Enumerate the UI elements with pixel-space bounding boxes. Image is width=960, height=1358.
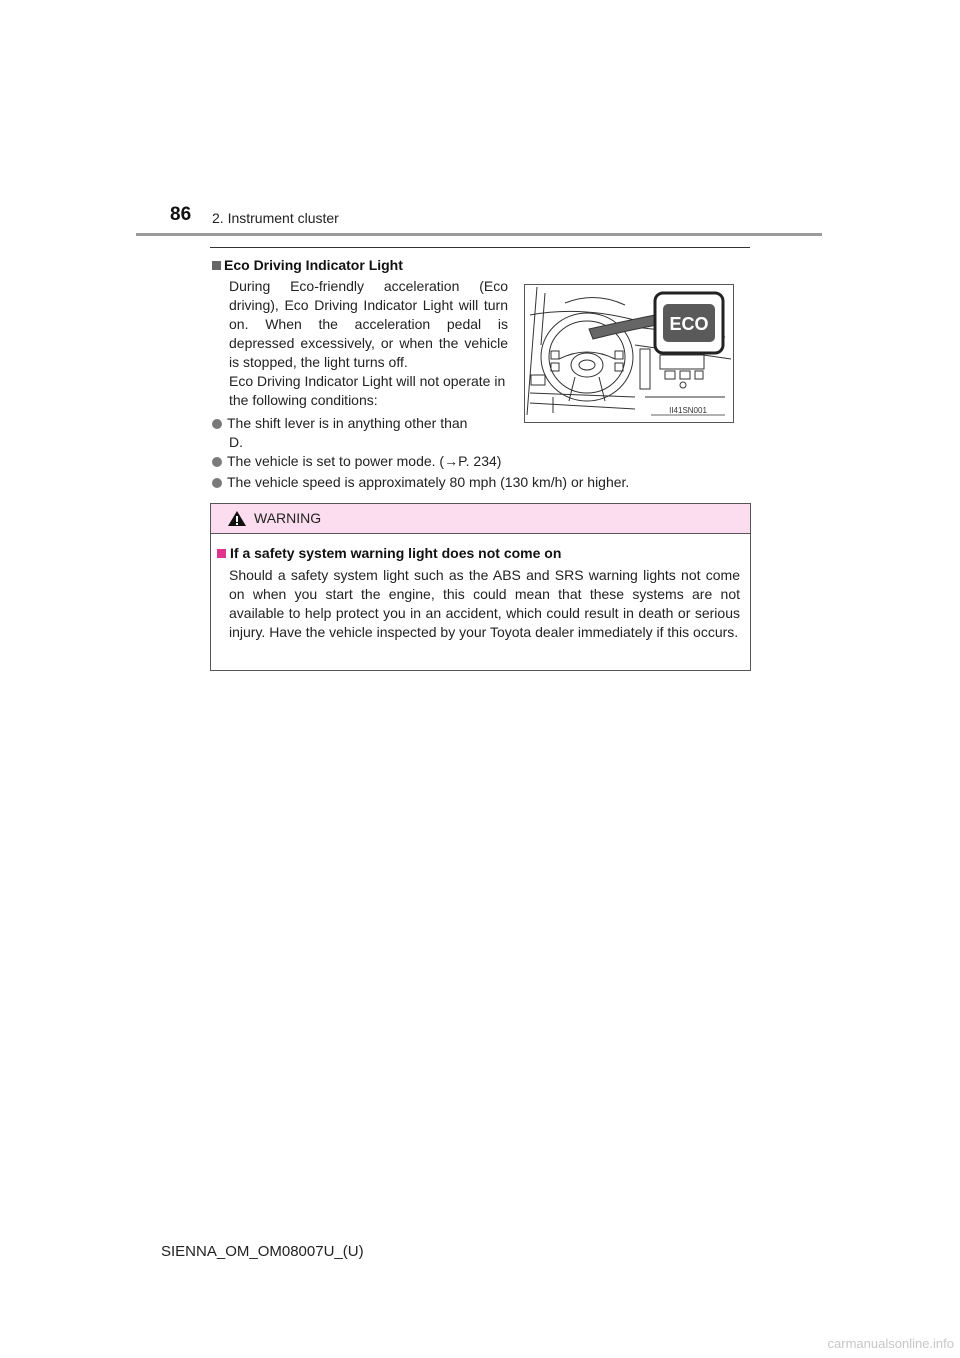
warning-label: WARNING — [254, 510, 322, 526]
round-bullet-icon — [212, 478, 222, 488]
warning-triangle-icon — [227, 510, 247, 527]
square-bullet-icon — [217, 549, 226, 558]
warning-box — [210, 503, 751, 671]
page-number: 86 — [170, 204, 192, 225]
list-item: The vehicle speed is approximately 80 mph (130 km/h) or higher. — [212, 473, 629, 492]
warning-body: Should a safety system light such as the ABS and SRS warning lights not come on when you start the engine, this could mean that these systems are not available to help protect you in an accident, which could result in death or serious injury. Have the vehicle inspected by your Toyota dealer immediately if this occurs. — [229, 567, 740, 640]
illustration-code: II41SN001 — [669, 406, 707, 415]
square-bullet-icon — [212, 261, 221, 270]
watermark: carmanualsonline.info — [827, 1336, 954, 1351]
section-divider — [210, 247, 750, 248]
round-bullet-icon — [212, 419, 222, 429]
warning-title: If a safety system warning light does not come on — [217, 545, 561, 561]
paragraph-conditions-intro: Eco Driving Indicator Light will not operate in the following conditions: — [229, 373, 506, 408]
eco-badge-text: ECO — [669, 314, 709, 334]
list-item: The shift lever is in anything other than D. — [212, 414, 508, 452]
footer-doc-code: SIENNA_OM_OM08007U_(U) — [161, 1243, 364, 1260]
warning-header — [211, 504, 750, 534]
list-item: The vehicle is set to power mode. (→P. 234) — [212, 452, 501, 471]
header-rule — [136, 233, 822, 236]
section-heading: Eco Driving Indicator Light — [212, 257, 403, 273]
paragraph-eco-description: During Eco-friendly acceleration (Eco driving), Eco Driving Indicator Light will turn on. When the acceleration pedal is depressed excessively, or when the vehicle is stopped, the light turns off. — [229, 278, 508, 370]
section-title: 2. Instrument cluster — [212, 210, 339, 226]
steering-wheel-dashboard-drawing — [525, 285, 733, 422]
dashboard-illustration — [524, 284, 734, 423]
round-bullet-icon — [212, 457, 222, 467]
